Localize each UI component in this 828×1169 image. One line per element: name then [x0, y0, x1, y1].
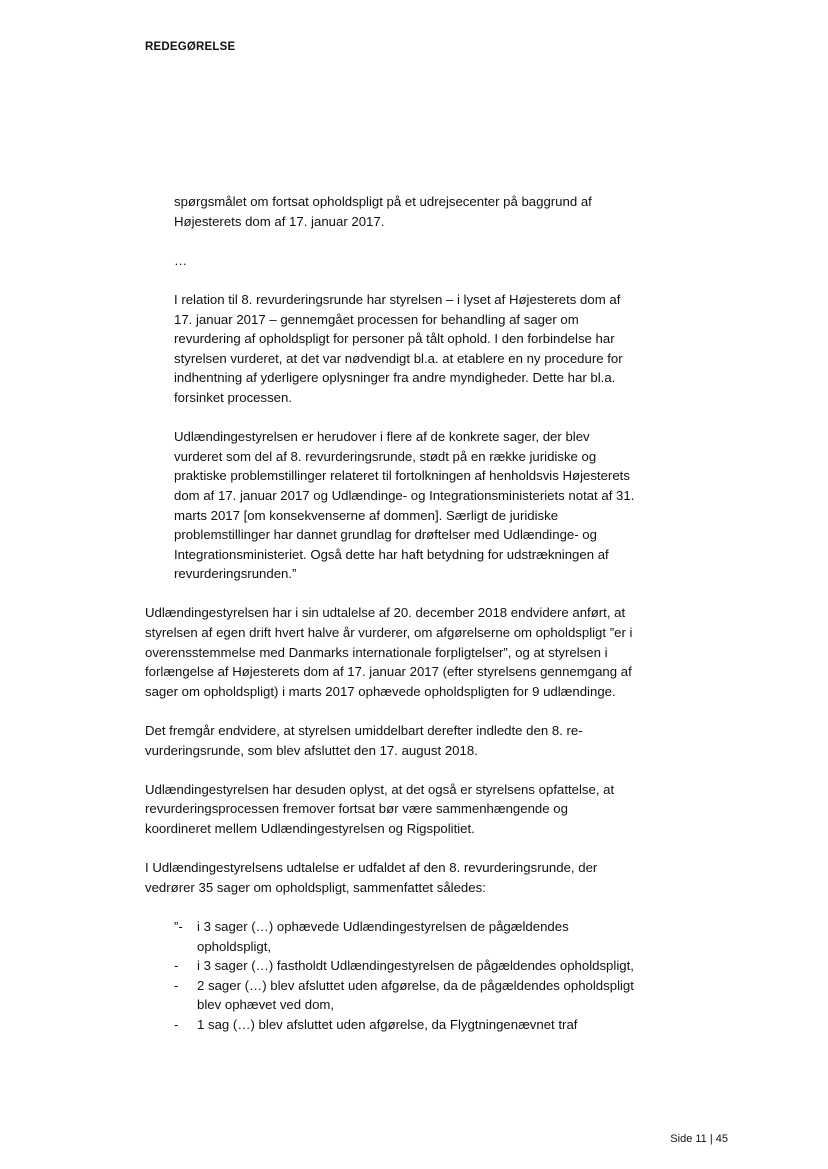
document-body	[145, 192, 635, 1035]
quote-ellipsis: …	[174, 252, 188, 268]
list-bullet: -	[174, 958, 179, 974]
block-quote	[174, 192, 635, 584]
list-bullet: ”-	[174, 918, 183, 934]
body-paragraph-3: Udlændingestyrelsen har desuden oplyst, at det også er styrelsens opfattelse, at revurderingsprocessen fremover fortsat bør være sammenhængende og koordineret mellem Udlændingestyrelsen og Rigspolitiet.	[145, 781, 615, 836]
list-bullet: -	[174, 977, 179, 993]
quote-paragraph-2: I relation til 8. revurderingsrunde har styrelsen – i lyset af Højesterets dom af 17. januar 2017 – gennemgået processen for behandling af sager om revurdering af opholdspligt for personer på tålt ophold. I den forbindelse har styrelsen vurderet, at det var nødvendigt bl.a. at etablere en ny procedure for indhentning af yderligere oplysninger fra andre myndigheder. Dette har bl.a. forsinket processen.	[174, 291, 623, 405]
list-item	[172, 956, 635, 976]
list-item	[172, 917, 635, 956]
list-item-text: 1 sag (…) blev afsluttet uden afgørelse, da Flygtningenævnet traf	[197, 1016, 578, 1032]
page-number: Side 11 | 45	[670, 1133, 728, 1145]
body-paragraph-4: I Udlændingestyrelsens udtalelse er udfaldet af den 8. revurderingsrunde, der vedrører 35 sager om opholdspligt, sammenfattet således:	[145, 860, 598, 895]
quote-paragraph-3: Udlændingestyrelsen er herudover i flere af de konkrete sager, der blev vurderet som del af 8. revurderingsrunde, stødt på en række juridiske og praktiske problemstillinger relateret til fortolkningen af henholdsvis Højesterets dom af 17. januar 2017 og Udlændinge- og Integrationsministeriets notat af 31. marts 2017 [om konsekvenserne af dommen]. Særligt de juridiske problemstillinger har dannet grundlag for drøftelser med Udlændinge- og Integrationsministeriet. Også dette har haft betydning for udstrækningen af revurderingsrunden.”	[174, 429, 635, 582]
document-header: REDEGØRELSE	[145, 41, 236, 53]
list-item	[172, 976, 635, 1015]
body-paragraph-2: Det fremgår endvidere, at styrelsen umiddelbart derefter indledte den 8. revurderingsrunde, som blev afsluttet den 17. august 2018.	[145, 723, 583, 758]
list-item-text: 2 sager (…) blev afsluttet uden afgørelse, da de pågældendes opholdspligt blev ophævet ved dom,	[197, 977, 634, 1013]
body-paragraph-1: Udlændingestyrelsen har i sin udtalelse af 20. december 2018 endvidere anført, at styrelsen af egen drift hvert halve år vurderer, om afgørelserne om opholdspligt ”er i overensstemmelse med Danmarks internationale forpligtelser”, og at styrelsen i forlængelse af Højesterets dom af 17. januar 2017 (efter styrelsens gennemgang af sager om opholdspligt) i marts 2017 ophævede opholdspligten for 9 udlændinge.	[145, 605, 633, 699]
list-item	[172, 1015, 635, 1035]
list-bullet: -	[174, 1016, 179, 1032]
quote-paragraph-1: spørgsmålet om fortsat opholdspligt på et udrejsecenter på baggrund af Højesterets dom af 17. januar 2017.	[174, 194, 592, 229]
list-item-text: i 3 sager (…) ophævede Udlændingestyrelsen de pågældendes opholdspligt,	[197, 918, 569, 954]
outcome-list	[172, 917, 635, 1035]
list-item-text: i 3 sager (…) fastholdt Udlændingestyrelsen de pågældendes opholdspligt,	[197, 958, 634, 974]
